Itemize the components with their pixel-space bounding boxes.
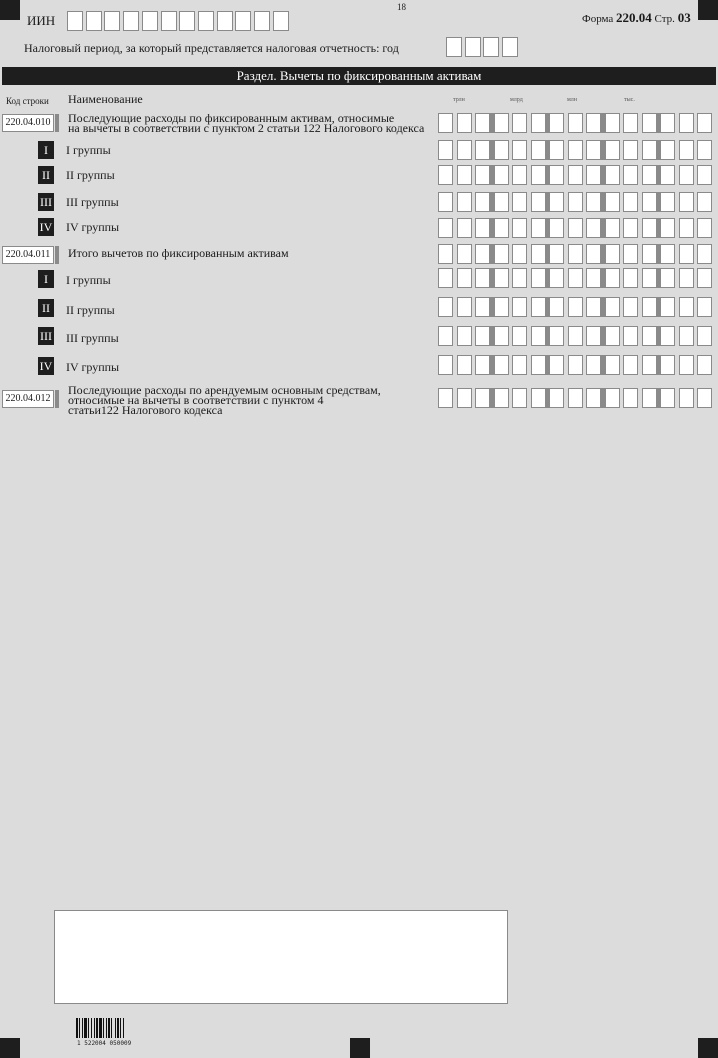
- amount-digit-cell[interactable]: [605, 326, 620, 346]
- amount-digit-cell[interactable]: [697, 355, 712, 375]
- amount-digit-cell[interactable]: [512, 113, 527, 133]
- signature-box: [54, 910, 508, 1004]
- unit-million: млн: [567, 97, 578, 103]
- group-badge: III: [40, 329, 52, 343]
- barcode-bar: [91, 1018, 92, 1038]
- amount-digit-cell[interactable]: [549, 388, 564, 408]
- amount-digit-cell[interactable]: [494, 355, 509, 375]
- group-badge: IV: [39, 220, 53, 234]
- amount-digit-cell[interactable]: [605, 244, 620, 264]
- amount-digit-cell[interactable]: [679, 268, 694, 288]
- amount-digit-cell[interactable]: [679, 140, 694, 160]
- amount-digit-cell[interactable]: [549, 244, 564, 264]
- amount-digit-cell[interactable]: [586, 355, 601, 375]
- amount-digit-cell[interactable]: [531, 268, 546, 288]
- column-header-code: Код строки: [6, 96, 49, 106]
- amount-digit-cell[interactable]: [679, 355, 694, 375]
- iin-digit-cell[interactable]: [86, 11, 102, 31]
- barcode-bar: [84, 1018, 87, 1038]
- amount-digit-cell[interactable]: [568, 297, 583, 317]
- registration-mark-top-right: [698, 0, 718, 20]
- form-label: Форма: [582, 13, 614, 25]
- amount-digit-cell[interactable]: [568, 218, 583, 238]
- amount-digit-cell[interactable]: [642, 244, 657, 264]
- page-number: 18: [397, 2, 406, 12]
- amount-digit-cell[interactable]: [697, 218, 712, 238]
- amount-digit-cell[interactable]: [586, 218, 601, 238]
- amount-digit-cell[interactable]: [697, 113, 712, 133]
- amount-digit-cell[interactable]: [586, 388, 601, 408]
- iin-label: ИИН: [27, 13, 56, 28]
- amount-digit-cell[interactable]: [457, 218, 472, 238]
- amount-digit-cell[interactable]: [605, 165, 620, 185]
- section-title: Раздел. Вычеты по фиксированным активам: [2, 67, 716, 85]
- group-badge: II: [38, 166, 54, 184]
- amount-digit-cell[interactable]: [457, 140, 472, 160]
- barcode-bar: [88, 1018, 89, 1038]
- amount-digit-cell[interactable]: [642, 192, 657, 212]
- amount-digit-cell[interactable]: [475, 297, 490, 317]
- barcode-bar: [103, 1018, 104, 1038]
- amount-digit-cell[interactable]: [457, 297, 472, 317]
- barcode-bar: [82, 1018, 83, 1038]
- amount-digit-cell[interactable]: [457, 165, 472, 185]
- barcode-bar: [123, 1018, 124, 1038]
- registration-mark-bottom-left: [0, 1038, 20, 1058]
- amount-digit-cell[interactable]: [531, 113, 546, 133]
- amount-digit-cell[interactable]: [697, 244, 712, 264]
- amount-digit-cell[interactable]: [512, 218, 527, 238]
- amount-digit-cell[interactable]: [531, 326, 546, 346]
- iin-digit-cell[interactable]: [217, 11, 233, 31]
- amount-digit-cell[interactable]: [475, 192, 490, 212]
- amount-digit-cell[interactable]: [494, 388, 509, 408]
- year-digit-cell[interactable]: [483, 37, 499, 57]
- amount-digit-cell[interactable]: [660, 218, 675, 238]
- iin-digit-cell[interactable]: [273, 11, 289, 31]
- group-label: I группы: [66, 143, 111, 157]
- barcode-bar: [117, 1018, 119, 1038]
- amount-digit-cell[interactable]: [512, 268, 527, 288]
- amount-digit-cell[interactable]: [568, 268, 583, 288]
- amount-digit-cell[interactable]: [605, 113, 620, 133]
- amount-digit-cell[interactable]: [457, 355, 472, 375]
- year-digit-cell[interactable]: [465, 37, 481, 57]
- line-code: 220.04.011: [2, 246, 54, 264]
- row-description-line1: Последующие расходы по фиксированным активам, относимые: [68, 111, 395, 125]
- amount-digit-cell[interactable]: [660, 268, 675, 288]
- amount-digit-cell[interactable]: [586, 140, 601, 160]
- amount-digit-cell[interactable]: [457, 388, 472, 408]
- amount-digit-cell[interactable]: [568, 355, 583, 375]
- row-description-line3: статьи122 Налогового кодекса: [68, 403, 223, 417]
- amount-digit-cell[interactable]: [475, 244, 490, 264]
- amount-digit-cell[interactable]: [642, 388, 657, 408]
- form-number: 220.04: [616, 10, 652, 25]
- page-code: 03: [677, 10, 691, 25]
- amount-digit-cell[interactable]: [568, 192, 583, 212]
- amount-digit-cell[interactable]: [642, 297, 657, 317]
- amount-digit-cell[interactable]: [438, 388, 453, 408]
- amount-digit-cell[interactable]: [586, 192, 601, 212]
- amount-digit-cell[interactable]: [623, 388, 638, 408]
- amount-digit-cell[interactable]: [660, 113, 675, 133]
- amount-digit-cell[interactable]: [679, 297, 694, 317]
- barcode-bar: [96, 1018, 98, 1038]
- amount-digit-cell[interactable]: [623, 355, 638, 375]
- group-label: III группы: [66, 331, 119, 345]
- amount-digit-cell[interactable]: [438, 244, 453, 264]
- amount-digit-cell[interactable]: [660, 355, 675, 375]
- row-description-line1: Итого вычетов по фиксированным активам: [68, 246, 289, 260]
- amount-digit-cell[interactable]: [531, 192, 546, 212]
- amount-digit-cell[interactable]: [605, 192, 620, 212]
- amount-digit-cell[interactable]: [642, 326, 657, 346]
- amount-digit-cell[interactable]: [549, 268, 564, 288]
- amount-digit-cell[interactable]: [475, 355, 490, 375]
- amount-digit-cell[interactable]: [457, 192, 472, 212]
- amount-digit-cell[interactable]: [512, 355, 527, 375]
- registration-mark-bottom-right: [698, 1038, 718, 1058]
- unit-billion: млрд: [510, 97, 523, 103]
- amount-digit-cell[interactable]: [494, 268, 509, 288]
- amount-digit-cell[interactable]: [586, 326, 601, 346]
- amount-digit-cell[interactable]: [475, 218, 490, 238]
- amount-digit-cell[interactable]: [438, 165, 453, 185]
- form-header: [582, 12, 691, 25]
- iin-digit-cell[interactable]: [198, 11, 214, 31]
- line-code-marker: [55, 114, 59, 132]
- amount-digit-cell[interactable]: [494, 165, 509, 185]
- amount-digit-cell[interactable]: [642, 140, 657, 160]
- amount-digit-cell[interactable]: [531, 140, 546, 160]
- amount-digit-cell[interactable]: [660, 388, 675, 408]
- amount-digit-cell[interactable]: [438, 218, 453, 238]
- amount-digit-cell[interactable]: [679, 244, 694, 264]
- amount-digit-cell[interactable]: [605, 140, 620, 160]
- group-badge: IV: [39, 359, 53, 373]
- amount-digit-cell[interactable]: [697, 388, 712, 408]
- amount-digit-cell[interactable]: [475, 113, 490, 133]
- amount-digit-cell[interactable]: [494, 140, 509, 160]
- amount-digit-cell[interactable]: [660, 192, 675, 212]
- barcode: [76, 1018, 144, 1038]
- amount-digit-cell[interactable]: [494, 192, 509, 212]
- amount-digit-cell[interactable]: [586, 268, 601, 288]
- line-code: 220.04.010: [2, 114, 54, 132]
- amount-digit-cell[interactable]: [494, 218, 509, 238]
- amount-digit-cell[interactable]: [531, 297, 546, 317]
- amount-digit-cell[interactable]: [494, 113, 509, 133]
- iin-digit-cell[interactable]: [235, 11, 251, 31]
- amount-digit-cell[interactable]: [475, 140, 490, 160]
- amount-digit-cell[interactable]: [568, 113, 583, 133]
- barcode-bar: [99, 1018, 102, 1038]
- amount-digit-cell[interactable]: [697, 326, 712, 346]
- amount-digit-cell[interactable]: [512, 165, 527, 185]
- amount-digit-cell[interactable]: [568, 326, 583, 346]
- amount-digit-cell[interactable]: [586, 113, 601, 133]
- amount-digit-cell[interactable]: [660, 297, 675, 317]
- line-code-marker: [55, 390, 59, 408]
- amount-digit-cell[interactable]: [568, 165, 583, 185]
- amount-digit-cell[interactable]: [438, 355, 453, 375]
- amount-digit-cell[interactable]: [660, 165, 675, 185]
- amount-digit-cell[interactable]: [531, 244, 546, 264]
- group-badge: II: [38, 299, 54, 317]
- group-badge: III: [40, 195, 52, 209]
- amount-digit-cell[interactable]: [605, 297, 620, 317]
- group-badge: I: [38, 141, 54, 159]
- amount-digit-cell[interactable]: [531, 165, 546, 185]
- group-label: IV группы: [66, 360, 120, 374]
- amount-digit-cell[interactable]: [438, 113, 453, 133]
- barcode-bar: [115, 1018, 116, 1038]
- barcode-bar: [76, 1018, 78, 1038]
- row-description-line2: на вычеты в соответствии с пунктом 2 статьи 122 Налогового кодекса: [68, 121, 425, 135]
- amount-digit-cell[interactable]: [623, 140, 638, 160]
- amount-digit-cell[interactable]: [623, 192, 638, 212]
- amount-digit-cell[interactable]: [438, 140, 453, 160]
- page-label: Стр.: [654, 13, 675, 25]
- iin-digit-cell[interactable]: [123, 11, 139, 31]
- amount-digit-cell[interactable]: [679, 326, 694, 346]
- registration-mark-top-left: [0, 0, 20, 20]
- line-code-marker: [55, 246, 59, 264]
- amount-digit-cell[interactable]: [642, 113, 657, 133]
- amount-digit-cell[interactable]: [549, 165, 564, 185]
- amount-digit-cell[interactable]: [623, 165, 638, 185]
- amount-digit-cell[interactable]: [623, 244, 638, 264]
- amount-digit-cell[interactable]: [549, 355, 564, 375]
- amount-digit-cell[interactable]: [679, 218, 694, 238]
- amount-digit-cell[interactable]: [586, 297, 601, 317]
- amount-digit-cell[interactable]: [512, 388, 527, 408]
- amount-digit-cell[interactable]: [697, 140, 712, 160]
- barcode-bar: [108, 1018, 110, 1038]
- amount-digit-cell[interactable]: [660, 140, 675, 160]
- amount-digit-cell[interactable]: [475, 388, 490, 408]
- row-description-line1: Последующие расходы по арендуемым основным средствам,: [68, 383, 381, 397]
- amount-digit-cell[interactable]: [494, 244, 509, 264]
- amount-digit-cell[interactable]: [623, 326, 638, 346]
- group-badge: I: [38, 270, 54, 288]
- amount-digit-cell[interactable]: [438, 326, 453, 346]
- amount-digit-cell[interactable]: [475, 165, 490, 185]
- amount-digit-cell[interactable]: [605, 218, 620, 238]
- amount-digit-cell[interactable]: [531, 388, 546, 408]
- group-label: IV группы: [66, 220, 120, 234]
- amount-digit-cell[interactable]: [605, 268, 620, 288]
- amount-digit-cell[interactable]: [512, 326, 527, 346]
- barcode-bar: [111, 1018, 112, 1038]
- amount-digit-cell[interactable]: [642, 268, 657, 288]
- year-digit-cell[interactable]: [446, 37, 462, 57]
- amount-digit-cell[interactable]: [679, 192, 694, 212]
- amount-digit-cell[interactable]: [568, 388, 583, 408]
- amount-digit-cell[interactable]: [623, 268, 638, 288]
- amount-digit-cell[interactable]: [438, 297, 453, 317]
- amount-digit-cell[interactable]: [457, 244, 472, 264]
- iin-digit-cell[interactable]: [254, 11, 270, 31]
- group-label: I группы: [66, 273, 111, 287]
- amount-digit-cell[interactable]: [568, 140, 583, 160]
- amount-digit-cell[interactable]: [512, 140, 527, 160]
- amount-digit-cell[interactable]: [697, 297, 712, 317]
- amount-digit-cell[interactable]: [697, 192, 712, 212]
- amount-digit-cell[interactable]: [679, 388, 694, 408]
- amount-digit-cell[interactable]: [642, 355, 657, 375]
- barcode-number: 1 522004 050009: [77, 1040, 132, 1047]
- amount-digit-cell[interactable]: [642, 165, 657, 185]
- amount-digit-cell[interactable]: [494, 297, 509, 317]
- barcode-bar: [79, 1018, 80, 1038]
- amount-digit-cell[interactable]: [475, 268, 490, 288]
- amount-digit-cell[interactable]: [549, 192, 564, 212]
- barcode-bar: [94, 1018, 95, 1038]
- group-label: III группы: [66, 195, 119, 209]
- amount-digit-cell[interactable]: [549, 297, 564, 317]
- iin-digit-cell[interactable]: [179, 11, 195, 31]
- amount-digit-cell[interactable]: [642, 218, 657, 238]
- amount-digit-cell[interactable]: [679, 113, 694, 133]
- amount-digit-cell[interactable]: [568, 244, 583, 264]
- amount-digit-cell[interactable]: [438, 192, 453, 212]
- column-header-name: Наименование: [68, 92, 143, 106]
- registration-mark-bottom-center: [350, 1038, 370, 1058]
- amount-digit-cell[interactable]: [531, 218, 546, 238]
- barcode-bar: [120, 1018, 121, 1038]
- amount-digit-cell[interactable]: [457, 326, 472, 346]
- barcode-bar: [106, 1018, 107, 1038]
- amount-digit-cell[interactable]: [586, 244, 601, 264]
- amount-digit-cell[interactable]: [623, 297, 638, 317]
- unit-thousand: тыс.: [624, 97, 635, 103]
- iin-digit-cell[interactable]: [161, 11, 177, 31]
- group-label: II группы: [66, 303, 115, 317]
- iin-digit-cell[interactable]: [67, 11, 83, 31]
- amount-digit-cell[interactable]: [549, 113, 564, 133]
- amount-digit-cell[interactable]: [531, 355, 546, 375]
- amount-digit-cell[interactable]: [623, 113, 638, 133]
- amount-digit-cell[interactable]: [679, 165, 694, 185]
- amount-digit-cell[interactable]: [512, 297, 527, 317]
- amount-digit-cell[interactable]: [475, 326, 490, 346]
- amount-digit-cell[interactable]: [549, 140, 564, 160]
- period-label: Налоговый период, за который представляется налоговая отчетность: год: [24, 41, 399, 55]
- amount-digit-cell[interactable]: [438, 268, 453, 288]
- amount-digit-cell[interactable]: [605, 355, 620, 375]
- iin-digit-cell[interactable]: [142, 11, 158, 31]
- row-description-line2: относимые на вычеты в соответствии с пунктом 4: [68, 393, 324, 407]
- amount-digit-cell[interactable]: [660, 244, 675, 264]
- amount-digit-cell[interactable]: [586, 165, 601, 185]
- amount-digit-cell[interactable]: [494, 326, 509, 346]
- line-code: 220.04.012: [2, 390, 54, 408]
- year-digit-cell[interactable]: [502, 37, 518, 57]
- amount-digit-cell[interactable]: [512, 192, 527, 212]
- iin-digit-cell[interactable]: [104, 11, 120, 31]
- amount-digit-cell[interactable]: [697, 165, 712, 185]
- amount-digit-cell[interactable]: [697, 268, 712, 288]
- amount-digit-cell[interactable]: [457, 113, 472, 133]
- amount-digit-cell[interactable]: [512, 244, 527, 264]
- amount-digit-cell[interactable]: [549, 326, 564, 346]
- unit-trillion: трлн: [453, 97, 465, 103]
- amount-digit-cell[interactable]: [605, 388, 620, 408]
- amount-digit-cell[interactable]: [457, 268, 472, 288]
- amount-digit-cell[interactable]: [623, 218, 638, 238]
- amount-digit-cell[interactable]: [660, 326, 675, 346]
- amount-digit-cell[interactable]: [549, 218, 564, 238]
- group-label: II группы: [66, 168, 115, 182]
